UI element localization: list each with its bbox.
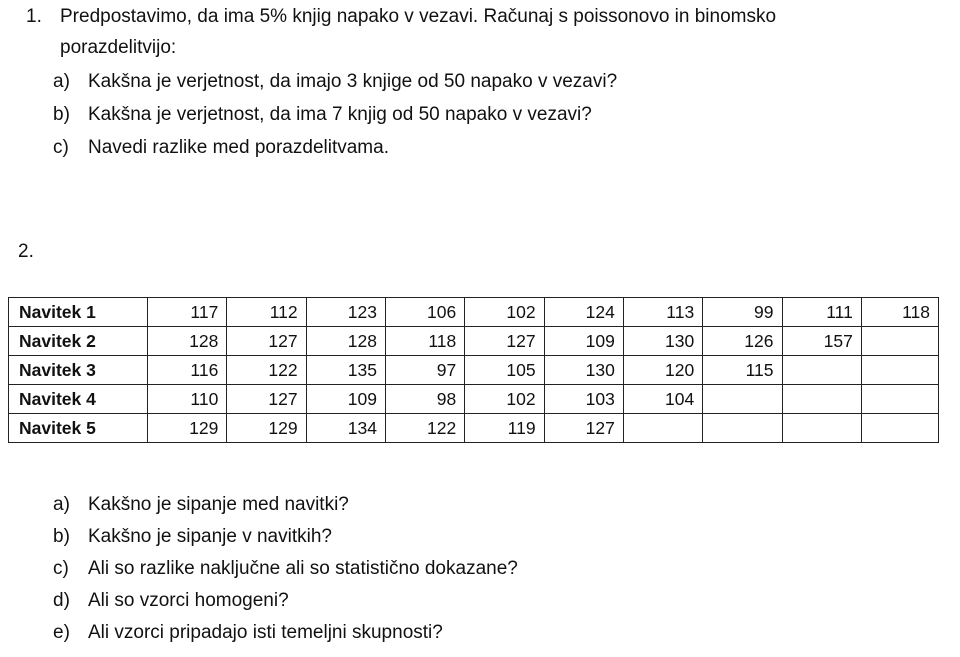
item-letter: a) xyxy=(53,494,70,515)
table-cell xyxy=(782,414,861,443)
row-label: Navitek 1 xyxy=(9,298,148,327)
table-cell: 98 xyxy=(385,385,464,414)
table-cell: 122 xyxy=(227,356,306,385)
question-2-number: 2. xyxy=(18,241,34,262)
table-cell: 135 xyxy=(306,356,385,385)
table-cell: 116 xyxy=(148,356,227,385)
item-letter: b) xyxy=(53,104,70,125)
item-letter: c) xyxy=(53,558,69,579)
table-cell xyxy=(703,414,782,443)
item-text: Kakšno je sipanje med navitki? xyxy=(88,494,349,515)
table-cell xyxy=(861,385,938,414)
table-cell xyxy=(782,385,861,414)
table-cell: 129 xyxy=(227,414,306,443)
table-cell: 102 xyxy=(465,298,544,327)
item-text: Navedi razlike med porazdelitvama. xyxy=(88,137,389,158)
table-cell: 102 xyxy=(465,385,544,414)
item-text: Ali so razlike naključne ali so statistično dokazane? xyxy=(88,558,518,579)
table-row xyxy=(9,356,939,385)
row-label: Navitek 4 xyxy=(9,385,148,414)
item-text: Ali vzorci pripadajo isti temeljni skupnosti? xyxy=(88,622,443,643)
table-cell: 134 xyxy=(306,414,385,443)
table-cell: 130 xyxy=(544,356,623,385)
table-cell xyxy=(703,385,782,414)
table-cell: 109 xyxy=(306,385,385,414)
question-1-number: 1. xyxy=(26,6,42,27)
table-cell: 118 xyxy=(861,298,938,327)
table-cell: 127 xyxy=(465,327,544,356)
table-row xyxy=(9,298,939,327)
table-row xyxy=(9,385,939,414)
table-cell: 123 xyxy=(306,298,385,327)
table-cell: 124 xyxy=(544,298,623,327)
item-text: Kakšna je verjetnost, da imajo 3 knjige od 50 napako v vezavi? xyxy=(88,71,618,92)
table-cell: 109 xyxy=(544,327,623,356)
table-cell: 128 xyxy=(306,327,385,356)
table-cell: 112 xyxy=(227,298,306,327)
question-1-text-line-2: porazdelitvijo: xyxy=(60,37,177,58)
table-cell: 117 xyxy=(148,298,227,327)
table-cell xyxy=(861,356,938,385)
table-cell: 104 xyxy=(623,385,702,414)
table-cell: 106 xyxy=(385,298,464,327)
table-cell xyxy=(861,414,938,443)
item-text: Kakšno je sipanje v navitkih? xyxy=(88,526,332,547)
table-cell: 115 xyxy=(703,356,782,385)
item-letter: b) xyxy=(53,526,70,547)
row-label: Navitek 5 xyxy=(9,414,148,443)
row-label: Navitek 2 xyxy=(9,327,148,356)
item-letter: e) xyxy=(53,622,70,643)
table-cell: 103 xyxy=(544,385,623,414)
table-cell: 129 xyxy=(148,414,227,443)
table-cell: 127 xyxy=(227,327,306,356)
item-letter: d) xyxy=(53,590,70,611)
table-cell xyxy=(861,327,938,356)
table-cell: 97 xyxy=(385,356,464,385)
table-cell: 122 xyxy=(385,414,464,443)
table-cell: 99 xyxy=(703,298,782,327)
table-cell: 127 xyxy=(544,414,623,443)
item-letter: c) xyxy=(53,137,69,158)
table-cell: 119 xyxy=(465,414,544,443)
item-letter: a) xyxy=(53,71,70,92)
item-text: Kakšna je verjetnost, da ima 7 knjig od 50 napako v vezavi? xyxy=(88,104,592,125)
table-cell: 130 xyxy=(623,327,702,356)
row-label: Navitek 3 xyxy=(9,356,148,385)
table-cell: 111 xyxy=(782,298,861,327)
table-cell: 157 xyxy=(782,327,861,356)
table-row xyxy=(9,327,939,356)
table-cell: 120 xyxy=(623,356,702,385)
table-cell: 126 xyxy=(703,327,782,356)
item-text: Ali so vzorci homogeni? xyxy=(88,590,289,611)
table-row xyxy=(9,414,939,443)
table-cell xyxy=(623,414,702,443)
table-cell: 113 xyxy=(623,298,702,327)
table-cell: 110 xyxy=(148,385,227,414)
question-1-text-line-1: Predpostavimo, da ima 5% knjig napako v vezavi. Računaj s poissonovo in binomsko xyxy=(60,6,777,27)
table-cell: 118 xyxy=(385,327,464,356)
table-cell: 105 xyxy=(465,356,544,385)
measurement-table xyxy=(8,297,939,443)
table-cell: 127 xyxy=(227,385,306,414)
table-cell: 128 xyxy=(148,327,227,356)
table-cell xyxy=(782,356,861,385)
